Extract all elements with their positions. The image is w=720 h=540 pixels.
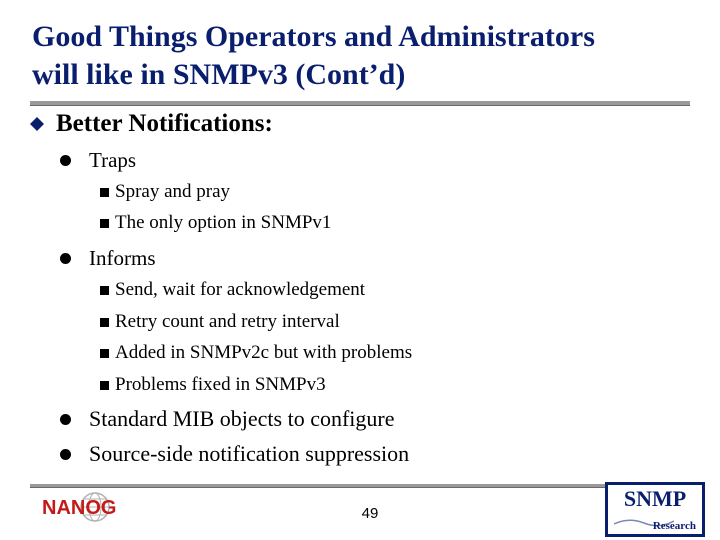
footer-divider: [30, 484, 608, 488]
list-item-text: Added in SNMPv2c but with problems: [115, 342, 413, 363]
square-bullet-icon: [100, 286, 109, 295]
square-bullet-icon: [100, 219, 109, 228]
list-item-text: Problems fixed in SNMPv3: [115, 374, 326, 395]
extra-point-row: [60, 406, 395, 432]
list-item-text: Retry count and retry interval: [115, 311, 340, 332]
page-number: 49: [361, 505, 379, 522]
heading-text: Better Notifications:: [56, 110, 273, 137]
research-logo-text: Research: [652, 520, 696, 532]
snmp-logo-text: SNMP: [623, 486, 687, 511]
nanog-logo: [40, 489, 150, 525]
dot-bullet-icon: [60, 449, 71, 460]
list-item: [100, 212, 331, 234]
title-line-2: will like in SNMPv3 (Cont’d): [32, 58, 406, 91]
traps-row: [60, 148, 136, 173]
list-item-text: The only option in SNMPv1: [115, 212, 332, 233]
snmp-research-logo: [605, 482, 705, 537]
list-item: [100, 279, 365, 301]
list-item: [100, 342, 412, 364]
square-bullet-icon: [100, 381, 109, 390]
nanog-logo-text: NANOG: [42, 497, 117, 519]
traps-label: Traps: [89, 148, 137, 172]
extra-point-text: Standard MIB objects to configure: [89, 406, 395, 431]
list-item-text: Spray and pray: [115, 181, 231, 202]
list-item: [100, 374, 326, 396]
square-bullet-icon: [100, 318, 109, 327]
extra-point-row: [60, 441, 409, 467]
extra-point-text: Source-side notification suppression: [89, 441, 410, 466]
dot-bullet-icon: [60, 414, 71, 425]
title-divider: [30, 101, 690, 106]
title-line-1: Good Things Operators and Administrators: [32, 20, 595, 53]
list-item: [100, 311, 340, 333]
square-bullet-icon: [100, 349, 109, 358]
list-item: [100, 181, 230, 203]
slide-title: [32, 18, 692, 94]
informs-label: Informs: [89, 246, 156, 270]
diamond-bullet-icon: [30, 117, 44, 131]
dot-bullet-icon: [60, 253, 71, 264]
dot-bullet-icon: [60, 155, 71, 166]
informs-row: [60, 246, 156, 271]
list-item-text: Send, wait for acknowledgement: [115, 279, 366, 300]
square-bullet-icon: [100, 188, 109, 197]
heading-row: [30, 110, 273, 138]
